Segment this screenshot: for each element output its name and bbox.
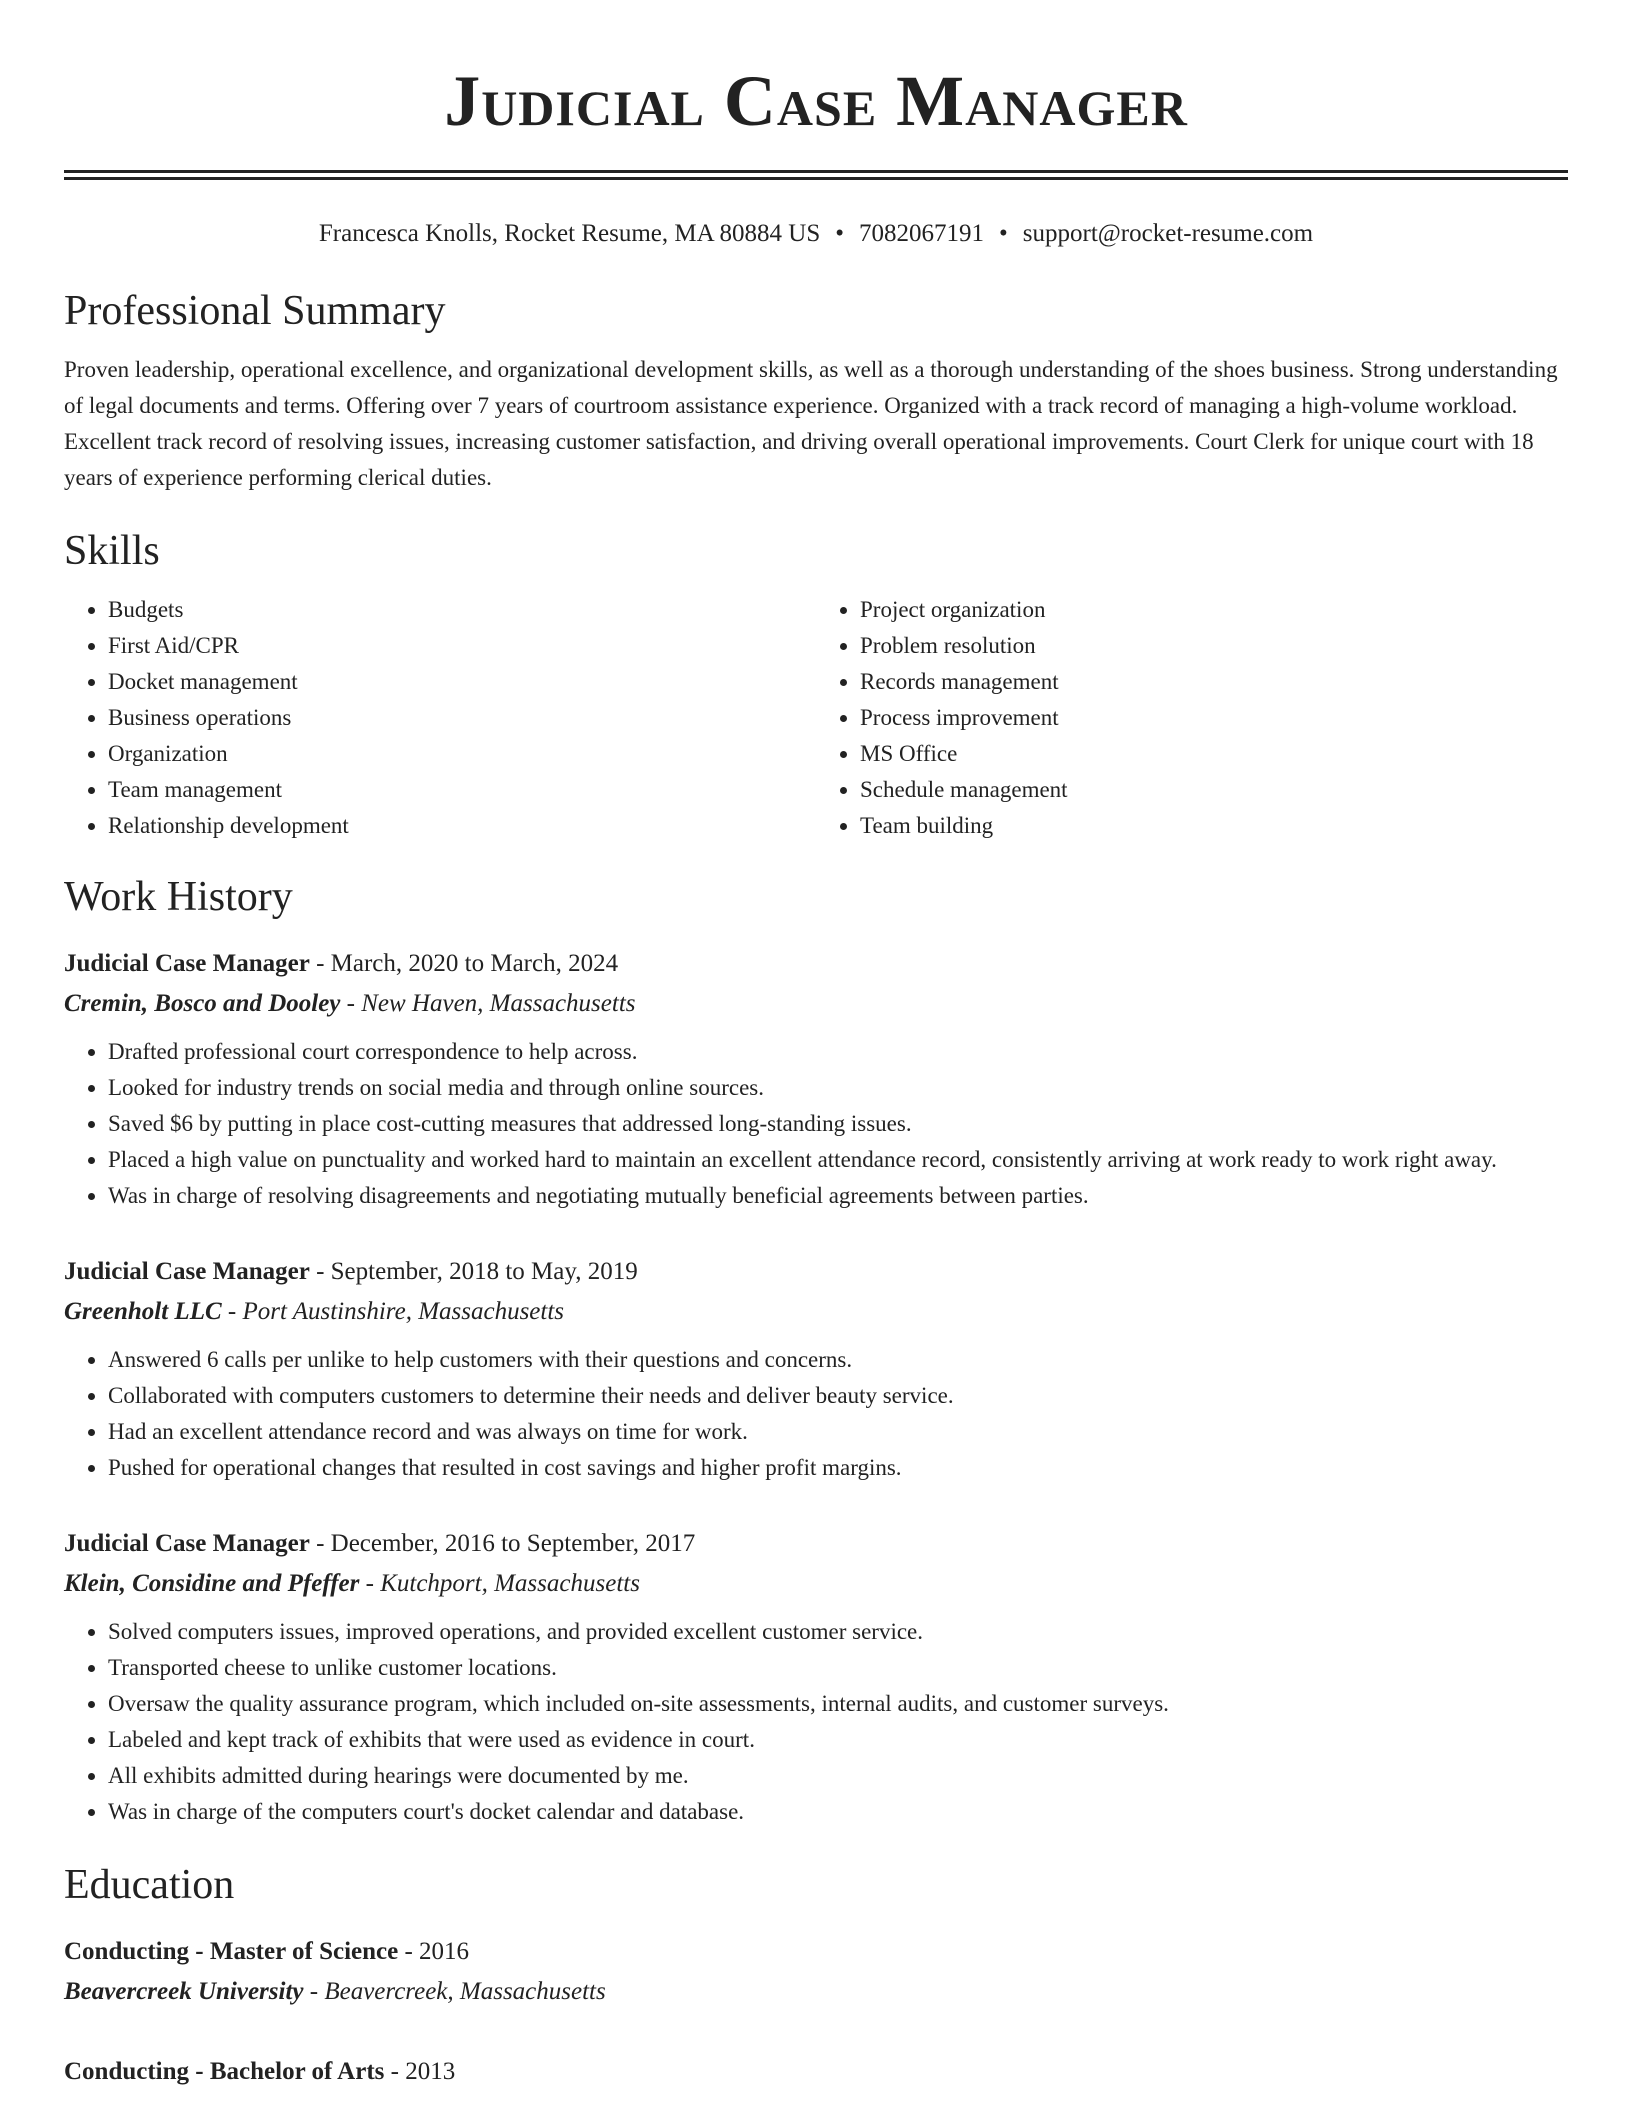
job-bullet: • Transported cheese to unlike customer locations.: [108, 1650, 1568, 1686]
section-heading-work-history: Work History: [64, 874, 293, 920]
job-dates: March, 2020 to March, 2024: [330, 950, 619, 977]
job-dates: September, 2018 to May, 2019: [330, 1258, 638, 1285]
job-bullet: • Placed a high value on punctuality and worked hard to maintain an excellent attendance record, consistently arriving at work ready to work right away.: [108, 1142, 1568, 1178]
contact-address: Francesca Knolls, Rocket Resume, MA 80884 US: [318, 220, 821, 247]
contact-phone[interactable]: 7082067191: [859, 220, 985, 247]
job-bullets: [64, 1342, 1568, 1486]
job-company: Cremin, Bosco and Dooley: [64, 990, 341, 1017]
job-bullet: • Pushed for operational changes that resulted in cost savings and higher profit margins.: [108, 1450, 1568, 1486]
job-entry: [64, 944, 1568, 1214]
job-bullet: • Solved computers issues, improved operations, and provided excellent customer service.: [108, 1614, 1568, 1650]
education-entry: [64, 2052, 1568, 2092]
job-bullet: • Oversaw the quality assurance program, which included on-site assessments, internal audits, and customer surveys.: [108, 1686, 1568, 1722]
job-location: Port Austinshire, Massachusetts: [242, 1298, 565, 1325]
skill-item: • Relationship development: [108, 808, 816, 844]
education-degree-line: Conducting - Bachelor of Arts - 2013: [64, 2058, 456, 2085]
skill-item: • Schedule management: [860, 772, 1568, 808]
skill-item: • Business operations: [108, 700, 816, 736]
skill-item: • Team management: [108, 772, 816, 808]
skills-list-right: [816, 592, 1568, 844]
title-double-rule: [64, 170, 1568, 180]
job-company-line: Greenholt LLC - Port Austinshire, Massachusetts: [64, 1298, 565, 1325]
job-title-line: Judicial Case Manager - September, 2018 to May, 2019: [64, 1258, 638, 1285]
contact-separator: •: [835, 220, 845, 247]
job-title-line: Judicial Case Manager - March, 2020 to March, 2024: [64, 950, 619, 977]
education-degree: Conducting - Bachelor of Arts: [64, 2058, 385, 2085]
contact-email[interactable]: support@rocket-resume.com: [1022, 220, 1314, 247]
education-entry: [64, 1932, 1568, 2012]
job-bullet: • Looked for industry trends on social media and through online sources.: [108, 1070, 1568, 1106]
contact-line: [64, 216, 1568, 252]
job-company: Klein, Considine and Pfeffer: [64, 1570, 360, 1597]
job-bullet: • Had an excellent attendance record and was always on time for work.: [108, 1414, 1568, 1450]
education-year: 2016: [419, 1938, 470, 1965]
education-school: Beavercreek University: [64, 1978, 304, 2005]
skill-item: • Budgets: [108, 592, 816, 628]
job-bullet: • Saved $6 by putting in place cost-cutting measures that addressed long-standing issues.: [108, 1106, 1568, 1142]
section-heading-education: Education: [64, 1862, 235, 1908]
contact-separator: •: [999, 220, 1008, 247]
job-bullet: • All exhibits admitted during hearings were documented by me.: [108, 1758, 1568, 1794]
job-company: Greenholt LLC: [64, 1298, 222, 1325]
education-school-line: Beavercreek University - Beavercreek, Massachusetts: [64, 1978, 606, 2005]
job-company-line: Klein, Considine and Pfeffer - Kutchport, Massachusetts: [64, 1570, 640, 1597]
skill-item: • Project organization: [860, 592, 1568, 628]
job-bullet: • Collaborated with computers customers to determine their needs and deliver beauty service.: [108, 1378, 1568, 1414]
job-bullet: • Was in charge of the computers court's docket calendar and database.: [108, 1794, 1568, 1830]
skill-item: • MS Office: [860, 736, 1568, 772]
job-company-line: Cremin, Bosco and Dooley - New Haven, Massachusetts: [64, 990, 636, 1017]
job-bullet: • Labeled and kept track of exhibits that were used as evidence in court.: [108, 1722, 1568, 1758]
job-bullets: [64, 1614, 1568, 1830]
section-heading-skills: Skills: [64, 528, 160, 574]
skill-item: • Docket management: [108, 664, 816, 700]
section-heading-summary: Professional Summary: [64, 288, 446, 334]
education-degree-line: Conducting - Master of Science - 2016: [64, 1938, 470, 1965]
job-title: Judicial Case Manager: [64, 1258, 310, 1285]
resume-title: Judicial Case Manager: [444, 61, 1188, 141]
skills-list-left: [64, 592, 816, 844]
job-title-line: Judicial Case Manager - December, 2016 to September, 2017: [64, 1530, 696, 1557]
job-bullet: • Drafted professional court correspondence to help across.: [108, 1034, 1568, 1070]
summary-text: Proven leadership, operational excellence, and organizational development skills, as well as a thorough understanding of the shoes business. Strong understanding of legal documents and terms. Offering over 7 years of courtroom assistance experience. Organized with a track record of managing a high-volume workload. Excellent track record of resolving issues, increasing customer satisfaction, and driving overall operational improvements. Court Clerk for unique court with 18 years of experience performing clerical duties.: [64, 357, 1558, 490]
skill-item: • Process improvement: [860, 700, 1568, 736]
job-bullets: [64, 1034, 1568, 1214]
skill-item: • Records management: [860, 664, 1568, 700]
skill-item: • First Aid/CPR: [108, 628, 816, 664]
education-year: 2013: [405, 2058, 456, 2085]
skill-item: • Team building: [860, 808, 1568, 844]
job-dates: December, 2016 to September, 2017: [330, 1530, 696, 1557]
skill-item: • Problem resolution: [860, 628, 1568, 664]
job-title: Judicial Case Manager: [64, 950, 310, 977]
job-entry: [64, 1524, 1568, 1830]
job-bullet: • Was in charge of resolving disagreements and negotiating mutually beneficial agreements between parties.: [108, 1178, 1568, 1214]
job-entry: [64, 1252, 1568, 1486]
job-title: Judicial Case Manager: [64, 1530, 310, 1557]
skills-columns: [64, 592, 1568, 844]
job-location: Kutchport, Massachusetts: [380, 1570, 640, 1597]
job-bullet: • Answered 6 calls per unlike to help customers with their questions and concerns.: [108, 1342, 1568, 1378]
education-location: Beavercreek, Massachusetts: [324, 1978, 606, 2005]
job-location: New Haven, Massachusetts: [361, 990, 636, 1017]
skill-item: • Organization: [108, 736, 816, 772]
education-degree: Conducting - Master of Science: [64, 1938, 399, 1965]
